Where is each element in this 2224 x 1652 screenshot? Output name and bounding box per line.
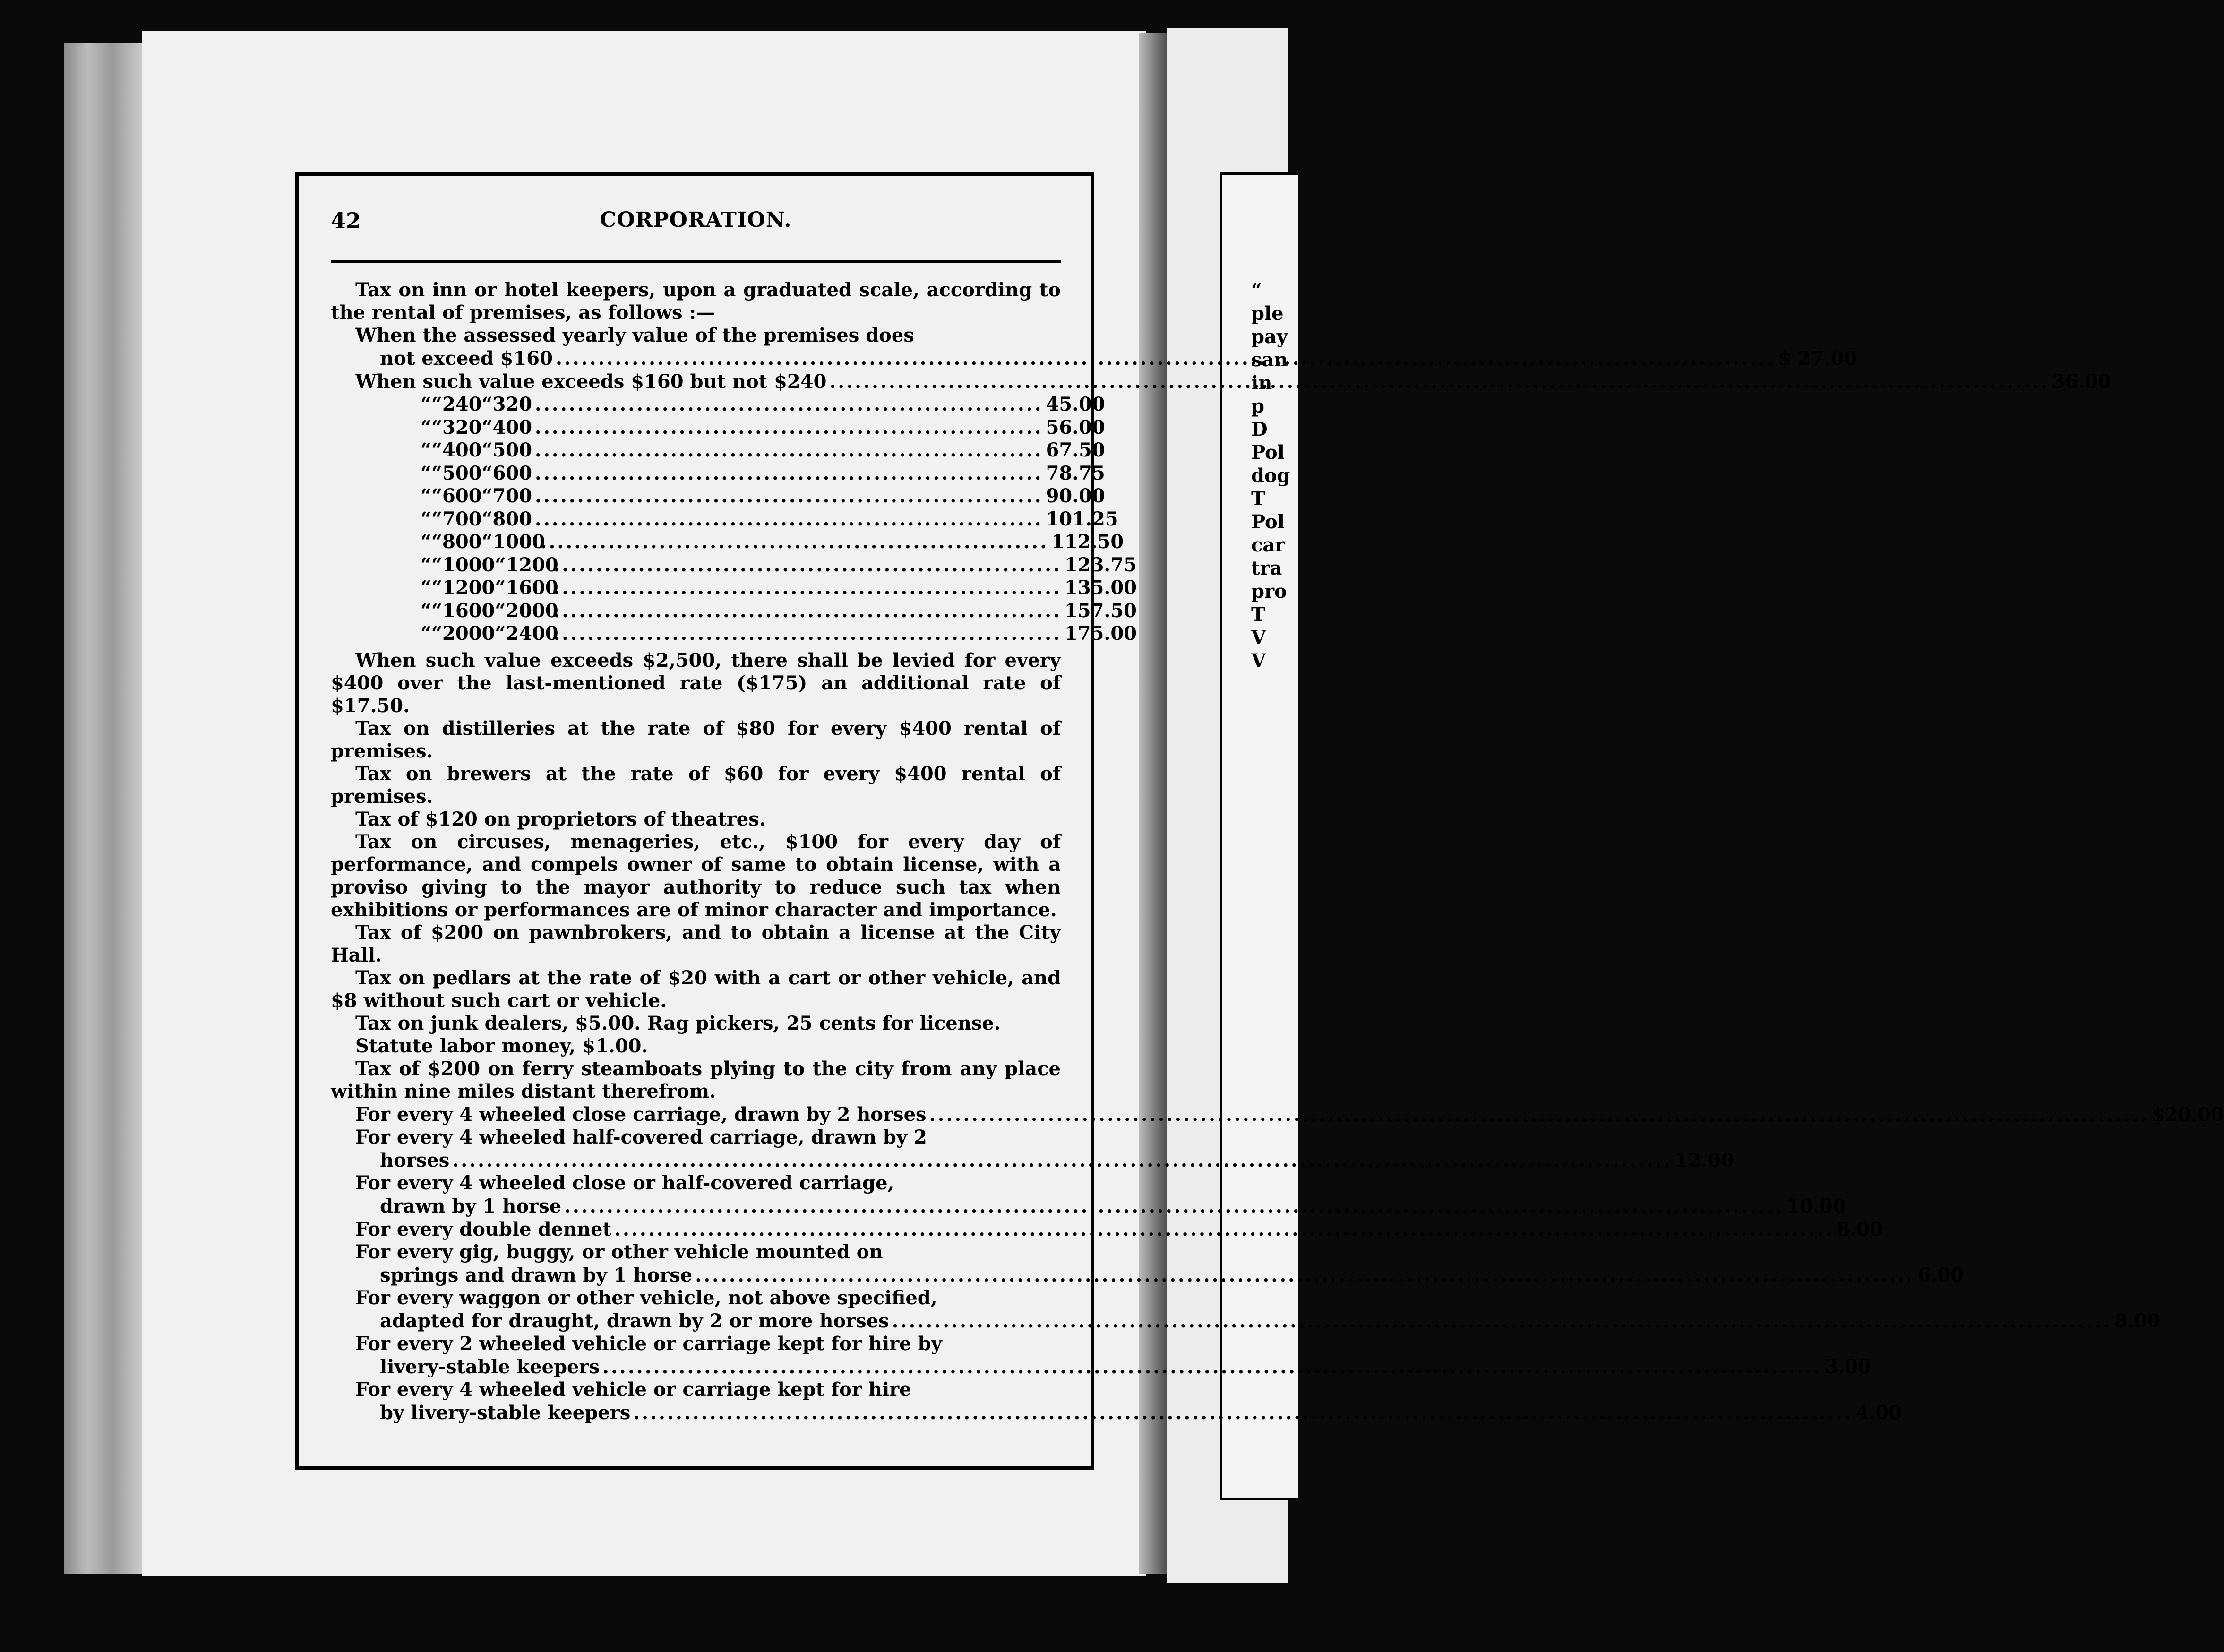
carriage-amount: 8.00 [2114,1309,2161,1332]
ditto-mark: “ [481,416,493,439]
scale-row [331,599,1137,623]
carriage-label: adapted for draught, drawn by 2 or more horses [380,1309,889,1332]
ditto-mark: “ [421,576,432,599]
scale-row [331,553,1137,577]
ditto-mark: “ [431,439,443,461]
facing-line: T [1251,603,1265,626]
leader-dots [892,1309,2112,1333]
facing-line: pro [1251,580,1287,602]
ditto-mark: “ [431,622,443,645]
carriage-label: livery-stable keepers [380,1355,600,1378]
carriage-item [331,1218,1883,1241]
carriage-description: For every 4 wheeled half-covered carriage, drawn by 2 [355,1126,927,1148]
scale-row [331,462,1105,485]
carriage-amount: $20.00 [2151,1103,2224,1126]
scale-from: 1600 [442,599,495,622]
scale-to: 500 [492,439,532,461]
leader-dots: ............................................................ [553,599,1062,622]
intro-paragraph: Tax on inn or hotel keepers, upon a graduated scale, according to the rental of premises, as follows :— [331,279,1061,324]
carriage-item [331,1126,1734,1172]
carriage-description: For every 4 wheeled close or half-covered carriage, [355,1171,894,1194]
facing-line: Pol [1251,511,1285,533]
scale-from: 240 [442,393,482,415]
scale-label: not exceed $160 [380,347,553,370]
scale-to: 400 [492,416,532,439]
scale-to: 1200 [506,553,558,576]
paragraph-theatres: Tax of $120 on proprietors of theatres. [355,808,766,830]
facing-line: T [1251,488,1265,510]
scale-amount: 45.00 [1046,393,1105,415]
paragraph-distilleries: Tax on distilleries at the rate of $80 for every $400 rental of premises. [331,717,1061,762]
scale-amount: 67.50 [1046,439,1105,461]
leader-dots [633,1401,1853,1424]
leader-dots [929,1103,2149,1126]
ditto-mark: “ [481,462,493,484]
scale-from: 800 [442,531,482,553]
running-title: CORPORATION. [600,208,792,232]
ditto-mark: “ [495,576,506,599]
ditto-mark: “ [421,416,432,439]
scale-to: 2000 [506,599,558,622]
scale-from: 400 [442,439,482,461]
scale-row [331,622,1137,645]
ditto-mark: “ [481,531,493,553]
scale-row [331,576,1137,600]
scale-to: 1600 [506,576,558,599]
scale-row [331,439,1105,462]
page-number: 42 [331,208,361,233]
carriage-table [331,1103,2224,1424]
facing-line: car [1251,534,1285,556]
ditto-mark: “ [431,485,443,507]
facing-line: san [1251,349,1288,371]
carriage-description: For every 2 wheeled vehicle or carriage kept for hire by [355,1332,942,1355]
leader-dots: ............................................................ [535,439,1043,461]
scale-amount: 78.75 [1046,462,1105,484]
ditto-mark: “ [431,599,443,622]
paragraph-ferry: Tax of $200 on ferry steamboats plying to the city from any place within nine miles distant therefrom. [331,1057,1061,1102]
leader-dots [829,370,2049,393]
ditto-mark: “ [421,622,432,645]
leader-dots: ............................................................ [535,416,1043,439]
carriage-label: For every double dennet [355,1218,612,1240]
leader-dots: ............................................................ [553,553,1062,576]
scale-amount: 175.00 [1064,622,1137,645]
ditto-mark: “ [481,508,493,530]
ditto-mark: “ [421,508,432,530]
scale-row [331,393,1105,416]
scale-amount: 56.00 [1046,416,1105,439]
leader-dots: ............................................................ [553,576,1062,599]
scale-row [331,485,1105,508]
carriage-description: For every gig, buggy, or other vehicle mounted on [355,1240,883,1263]
carriage-row [331,1149,1734,1172]
facing-line: pay [1251,326,1288,348]
ditto-mark: “ [495,599,506,622]
ditto-mark: “ [481,439,493,461]
carriage-item [331,1240,1964,1287]
scale-from: 500 [442,462,482,484]
carriage-amount: 12.00 [1674,1149,1734,1171]
paragraph-junk: Tax on junk dealers, $5.00. Rag pickers, 25 cents for license. [355,1012,1001,1034]
ditto-mark: “ [421,462,432,484]
carriage-row [331,1401,1902,1424]
scale-amount: 157.50 [1064,599,1137,622]
facing-line: V [1251,650,1266,672]
ditto-mark: “ [481,485,493,507]
scale-from: 2000 [442,622,495,645]
facing-line: tra [1251,557,1282,579]
carriage-item [331,1378,1902,1424]
facing-page-text [1251,279,1290,672]
scale-to: 800 [492,508,532,530]
facing-line: in p [1251,372,1272,417]
scale-amount: 135.00 [1064,576,1137,599]
leader-dots: ............................................................ [535,462,1043,484]
paragraph-exceeds: When such value exceeds $2,500, there shall be levied for every $400 over the last-mentioned rate ($175) an additional rate of $17.50. [331,649,1061,717]
scale-row [331,508,1118,531]
ditto-mark: “ [431,416,443,439]
scale-table [331,393,1137,645]
ditto-mark: “ [431,393,443,415]
leader-dots [695,1264,1915,1287]
paragraph-pawnbrokers: Tax of $200 on pawnbrokers, and to obtain a license at the City Hall. [331,921,1061,966]
carriage-row [331,1355,1871,1378]
scale-to: 600 [492,462,532,484]
scale-from: 1000 [442,553,495,576]
scale-from: 700 [442,508,482,530]
carriage-label: by livery-stable keepers [380,1401,631,1424]
scale-amount: 112.50 [1051,531,1124,553]
ditto-mark: “ [431,508,443,530]
carriage-amount: 4.00 [1855,1401,1902,1424]
leader-dots [452,1149,1672,1172]
carriage-amount: 6.00 [1917,1264,1964,1286]
ditto-mark: “ [495,553,506,576]
carriage-item [331,1286,2161,1333]
scale-from: 1200 [442,576,495,599]
ditto-mark: “ [495,622,506,645]
leader-dots: ............................................................ [540,531,1049,553]
scale-row [331,531,1124,554]
leader-dots [602,1355,1822,1378]
ditto-mark: “ [421,485,432,507]
carriage-item [331,1332,1871,1378]
ditto-mark: “ [421,439,432,461]
page-header [331,208,1061,246]
carriage-amount: 10.00 [1786,1195,1846,1217]
scale-to: 1000 [492,531,545,553]
scale-amount: 90.00 [1046,485,1105,507]
carriage-label: drawn by 1 horse [380,1195,562,1217]
leader-dots [614,1218,1834,1241]
ditto-mark: “ [421,553,432,576]
facing-line: ple [1251,302,1284,325]
scale-amount: 123.75 [1064,553,1137,576]
leader-dots [556,347,1775,370]
paragraph-circuses: Tax on circuses, menageries, etc., $100 for every day of performance, and compels owner of same to obtain license, with a proviso giving to the mayor authority to reduce such tax when exhibitions or performances are of minor character and importance. [331,830,1061,921]
scale-label: When such value exceeds $160 but not $240 [355,370,827,393]
carriage-item [331,1103,2224,1126]
ditto-mark: “ [431,576,443,599]
ditto-mark: “ [421,531,432,553]
leader-dots: ............................................................ [535,485,1043,507]
paragraph-statute: Statute labor money, $1.00. [355,1034,648,1057]
scale-to: 700 [492,485,532,507]
carriage-row [331,1195,1846,1218]
scale-amount: 101.25 [1046,508,1118,530]
scale-line-1: When the assessed yearly value of the premises does [355,324,914,346]
carriage-row [331,1103,2224,1126]
header-rule [331,260,1061,263]
scale-row [331,416,1105,439]
scale-from: 320 [442,416,482,439]
paragraph-pedlars: Tax on pedlars at the rate of $20 with a cart or other vehicle, and $8 without such cart or vehicle. [331,966,1061,1012]
carriage-amount: 8.00 [1837,1218,1883,1240]
ditto-mark: “ [421,393,432,415]
ditto-mark: “ [431,531,443,553]
facing-line: dog [1251,465,1290,487]
page-edge [64,43,144,1574]
facing-line: D [1251,418,1268,440]
carriage-item [331,1171,1846,1218]
leader-dots: ............................................................ [535,508,1043,530]
carriage-description: For every 4 wheeled vehicle or carriage kept for hire [355,1378,911,1401]
scale-to: 320 [492,393,532,415]
carriage-label: springs and drawn by 1 horse [380,1264,693,1286]
leader-dots [564,1195,1784,1218]
carriage-amount: 3.00 [1825,1355,1871,1378]
carriage-row [331,1264,1964,1287]
ditto-mark: “ [431,462,443,484]
facing-line: V [1251,627,1266,649]
ditto-mark: “ [421,599,432,622]
paragraph-brewers: Tax on brewers at the rate of $60 for every $400 rental of premises. [331,762,1061,808]
scale-amount: $ 27.00 [1778,347,1857,370]
leader-dots: ............................................................ [553,622,1062,645]
scale-amount: 36.00 [2052,370,2111,393]
leader-dots: ............................................................ [535,393,1043,415]
carriage-row [331,1309,2161,1333]
scale-from: 600 [442,485,482,507]
carriage-row [331,1218,1883,1241]
scale-line-3 [331,370,2111,393]
scale-to: 2400 [506,622,558,645]
facing-line: “ [1251,279,1262,301]
ditto-mark: “ [481,393,493,415]
facing-line: Pol [1251,441,1285,464]
carriage-label: horses [380,1149,450,1171]
carriage-description: For every waggon or other vehicle, not above specified, [355,1286,937,1309]
carriage-label: For every 4 wheeled close carriage, drawn by 2 horses [355,1103,927,1126]
ditto-mark: “ [431,553,443,576]
